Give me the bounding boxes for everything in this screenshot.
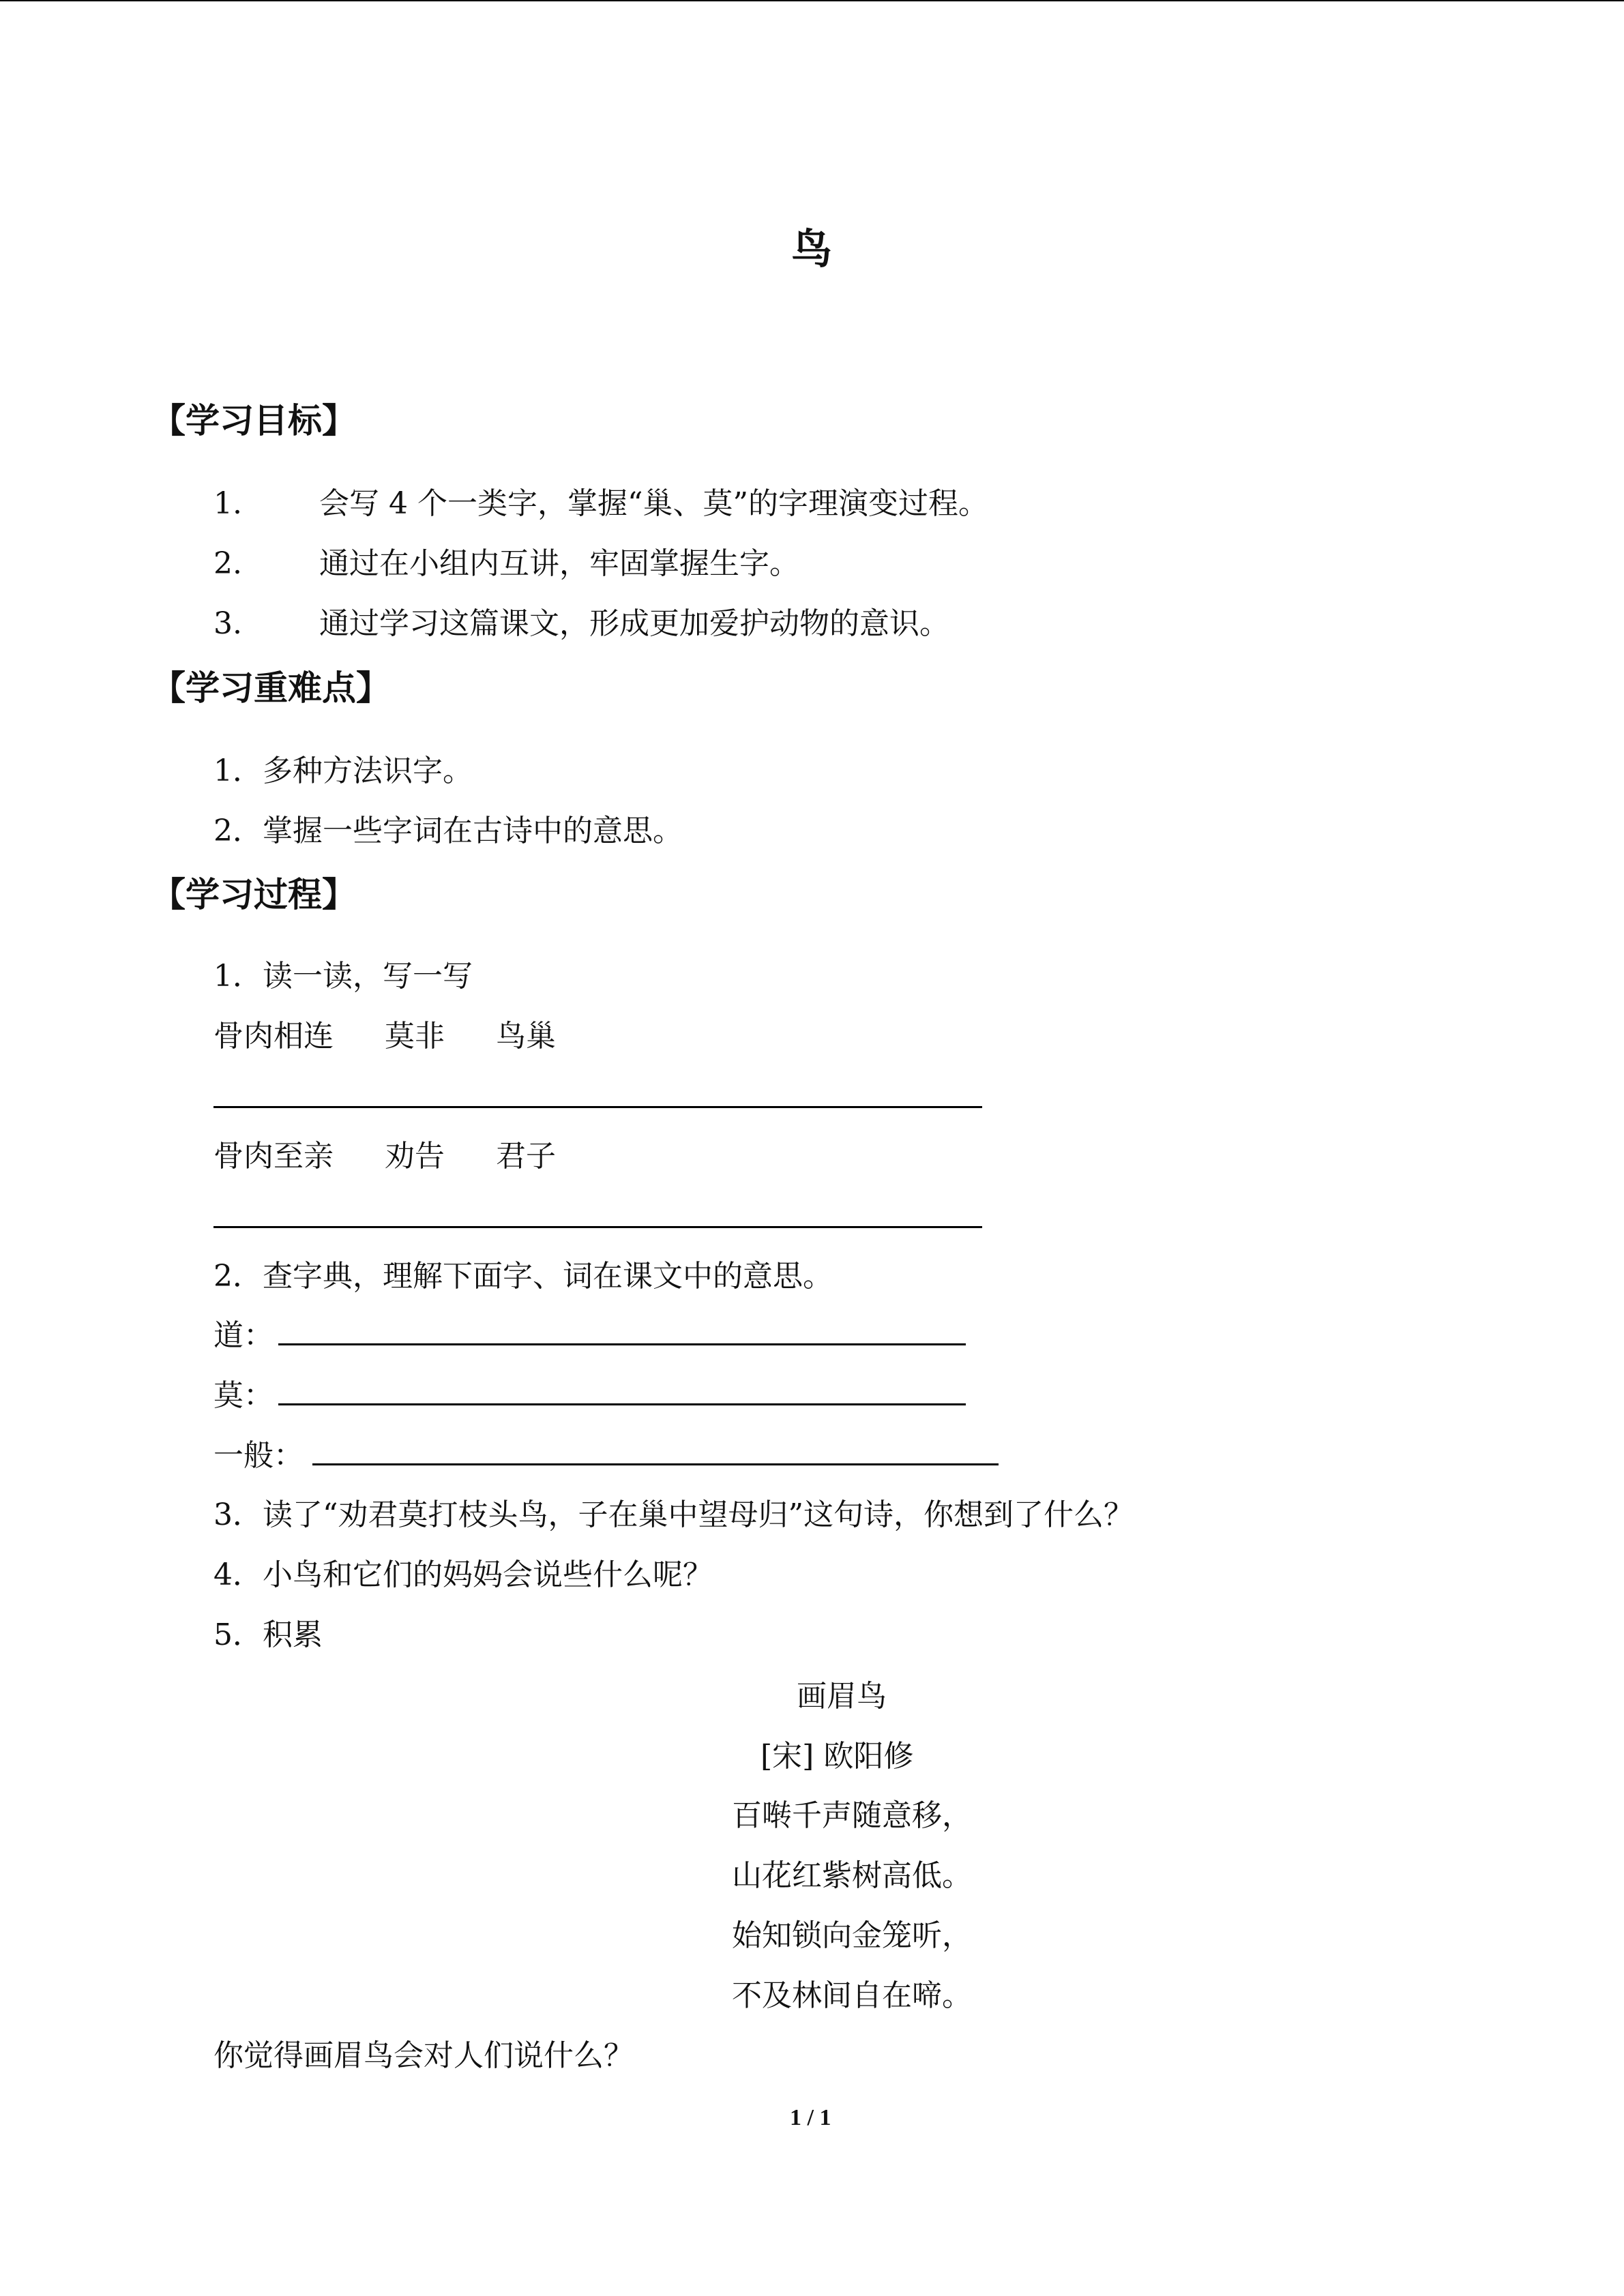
goal-item bbox=[213, 539, 799, 582]
goal-text: 会写 4 个一类字，掌握“巢、莫”的字理演变过程。 bbox=[319, 486, 988, 521]
word: 骨肉相连 bbox=[213, 1019, 334, 1054]
exercise-3-prompt: 3．读了“劝君莫打枝头鸟，子在巢中望母归”这句诗，你想到了什么？ bbox=[213, 1497, 1134, 1532]
goal-text: 通过学习这篇课文，形成更加爱护动物的意识。 bbox=[319, 606, 949, 641]
goal-number: 3. bbox=[213, 606, 242, 641]
poem-line: 始知锁向金笼听， bbox=[732, 1918, 972, 1953]
poem-title: 画眉鸟 bbox=[797, 1679, 887, 1714]
page-number: 1 / 1 bbox=[790, 2105, 831, 2130]
exercise-1-prompt: 1．读一读，写一写 bbox=[213, 959, 473, 994]
writing-blank-line[interactable] bbox=[213, 1226, 982, 1228]
answer-blank-line[interactable] bbox=[278, 1403, 966, 1405]
exercise-1-words-row-1 bbox=[213, 1011, 556, 1055]
word: 劝告 bbox=[385, 1139, 445, 1174]
closing-question: 你觉得画眉鸟会对人们说什么？ bbox=[213, 2038, 634, 2073]
word: 鸟巢 bbox=[496, 1019, 556, 1054]
term-label-mo: 莫： bbox=[213, 1378, 274, 1413]
key-point-item: 1．多种方法识字。 bbox=[213, 754, 473, 788]
poem-line: 百啭千声随意移， bbox=[732, 1798, 972, 1833]
writing-blank-line[interactable] bbox=[213, 1106, 982, 1108]
page-title: 鸟 bbox=[791, 226, 832, 273]
heading-key-points: 【学习重难点】 bbox=[151, 668, 390, 708]
term-label-dao: 道： bbox=[213, 1318, 274, 1353]
poem-line: 山花红紫树高低。 bbox=[732, 1858, 972, 1893]
answer-blank-line[interactable] bbox=[312, 1463, 999, 1465]
term-label-yiban: 一般： bbox=[213, 1438, 304, 1473]
exercise-5-prompt: 5．积累 bbox=[213, 1617, 323, 1652]
goal-item bbox=[213, 599, 949, 642]
exercise-4-prompt: 4．小鸟和它们的妈妈会说些什么呢？ bbox=[213, 1557, 713, 1592]
heading-learning-goals: 【学习目标】 bbox=[151, 401, 356, 441]
poem-line: 不及林间自在啼。 bbox=[732, 1978, 972, 2013]
goal-item bbox=[213, 479, 988, 522]
exercise-1-words-row-2 bbox=[213, 1131, 556, 1175]
exercise-2-prompt: 2．查字典，理解下面字、词在课文中的意思。 bbox=[213, 1259, 833, 1294]
word: 君子 bbox=[496, 1139, 556, 1174]
answer-blank-line[interactable] bbox=[278, 1343, 966, 1345]
poem-author: [宋] 欧阳修 bbox=[761, 1739, 914, 1774]
goal-number: 2. bbox=[213, 546, 242, 581]
goal-text: 通过在小组内互讲，牢固掌握生字。 bbox=[319, 546, 799, 581]
key-point-item: 2．掌握一些字词在古诗中的意思。 bbox=[213, 814, 683, 848]
goal-number: 1. bbox=[213, 486, 242, 521]
heading-learning-process: 【学习过程】 bbox=[151, 875, 356, 914]
word: 骨肉至亲 bbox=[213, 1139, 334, 1174]
word: 莫非 bbox=[385, 1019, 445, 1054]
